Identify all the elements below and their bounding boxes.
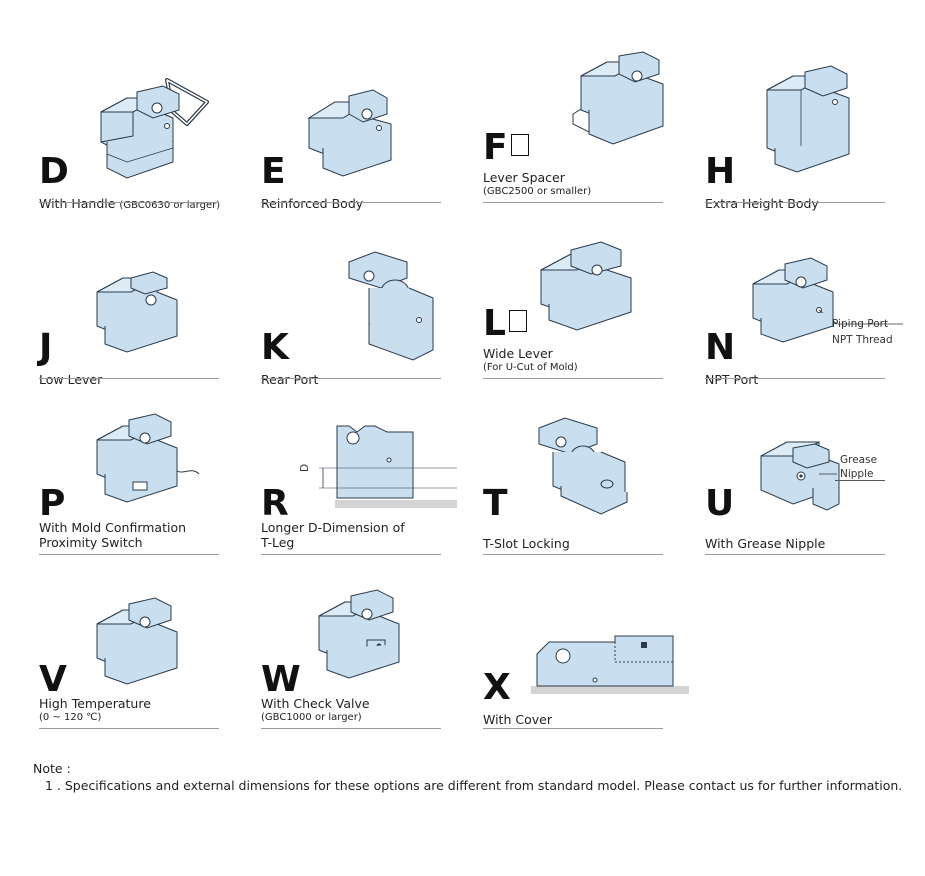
grease-callout: Grease: [840, 454, 878, 466]
npt-thread-callout: NPT Thread: [832, 334, 893, 346]
option-code: K: [261, 327, 289, 368]
option-d: [39, 72, 219, 222]
option-label: Rear Port: [261, 372, 319, 387]
option-e: [261, 72, 441, 222]
option-label: With Mold Confirmation Proximity Switch: [39, 520, 187, 550]
option-j: [39, 248, 219, 398]
option-v: [39, 580, 219, 730]
longer-d-dimension-illustration: [309, 404, 441, 516]
option-code: U: [705, 483, 735, 524]
note-section: [33, 760, 902, 794]
option-code: X: [483, 667, 511, 708]
divider: [483, 378, 663, 379]
option-code: V: [39, 659, 67, 700]
option-r: [261, 404, 441, 554]
option-label: Longer D-Dimension of T-Leg: [261, 520, 405, 550]
divider: [261, 554, 441, 555]
option-f: [483, 48, 663, 198]
option-label: With Grease Nipple: [705, 536, 826, 551]
option-n: [705, 248, 893, 398]
option-label: Low Lever: [39, 372, 103, 387]
callout-line: [835, 480, 885, 481]
option-code: N: [705, 327, 736, 368]
option-code: W: [261, 659, 301, 700]
note-item: 1 . Specifications and external dimensions for these options are different from standard model. Please contact us for further information.: [45, 778, 903, 793]
option-k: [261, 248, 441, 398]
dimension-d-label: D: [299, 463, 311, 472]
note-title: Note :: [33, 761, 71, 776]
option-label: Wide Lever (For U-Cut of Mold): [483, 346, 578, 373]
option-p: [39, 404, 219, 554]
divider: [39, 378, 219, 379]
option-h: [705, 72, 885, 222]
option-code: D: [39, 151, 69, 192]
option-u: [705, 404, 885, 554]
low-lever-illustration: [87, 248, 219, 360]
option-code: T: [483, 483, 508, 524]
option-label: With Check Valve (GBC1000 or larger): [261, 696, 370, 723]
option-code: R: [261, 483, 289, 524]
option-x: [483, 580, 663, 730]
option-l: [483, 224, 663, 374]
piping-port-callout: Piping Port: [832, 318, 889, 330]
divider: [39, 728, 219, 729]
with-cover-illustration: [531, 580, 663, 692]
extra-height-body-illustration: [753, 72, 885, 184]
divider: [39, 202, 219, 203]
clamp-with-handle-illustration: [87, 72, 219, 184]
option-code: L: [483, 304, 527, 344]
divider: [483, 554, 663, 555]
nipple-callout: Nipple: [840, 468, 874, 480]
divider: [261, 202, 441, 203]
option-code: E: [261, 151, 286, 192]
option-label: High Temperature (0 ~ 120 ℃): [39, 696, 151, 723]
divider: [705, 202, 885, 203]
t-slot-locking-illustration: [531, 404, 663, 516]
option-label: With Handle (GBC0630 or larger): [39, 196, 221, 211]
divider: [705, 554, 885, 555]
option-label: NPT Port: [705, 372, 759, 387]
option-w: [261, 580, 441, 730]
rear-port-illustration: [309, 248, 441, 360]
divider: [483, 728, 663, 729]
divider: [483, 202, 663, 203]
option-label: Extra Height Body: [705, 196, 819, 211]
option-label: With Cover: [483, 712, 552, 727]
wide-lever-illustration: [531, 224, 663, 336]
divider: [705, 378, 885, 379]
divider: [39, 554, 219, 555]
divider: [261, 378, 441, 379]
option-label: T-Slot Locking: [483, 536, 570, 551]
option-code: P: [39, 483, 66, 524]
option-code: F: [483, 128, 529, 168]
high-temperature-illustration: [87, 580, 219, 692]
option-label: Reinforced Body: [261, 196, 364, 211]
proximity-switch-illustration: [87, 404, 219, 516]
option-code: J: [39, 327, 53, 368]
option-label: Lever Spacer (GBC2500 or smaller): [483, 170, 592, 197]
option-t: [483, 404, 663, 554]
check-valve-illustration: [309, 580, 441, 692]
lever-spacer-illustration: [531, 48, 663, 160]
divider: [261, 728, 441, 729]
reinforced-body-illustration: [309, 72, 441, 184]
option-code: H: [705, 151, 736, 192]
